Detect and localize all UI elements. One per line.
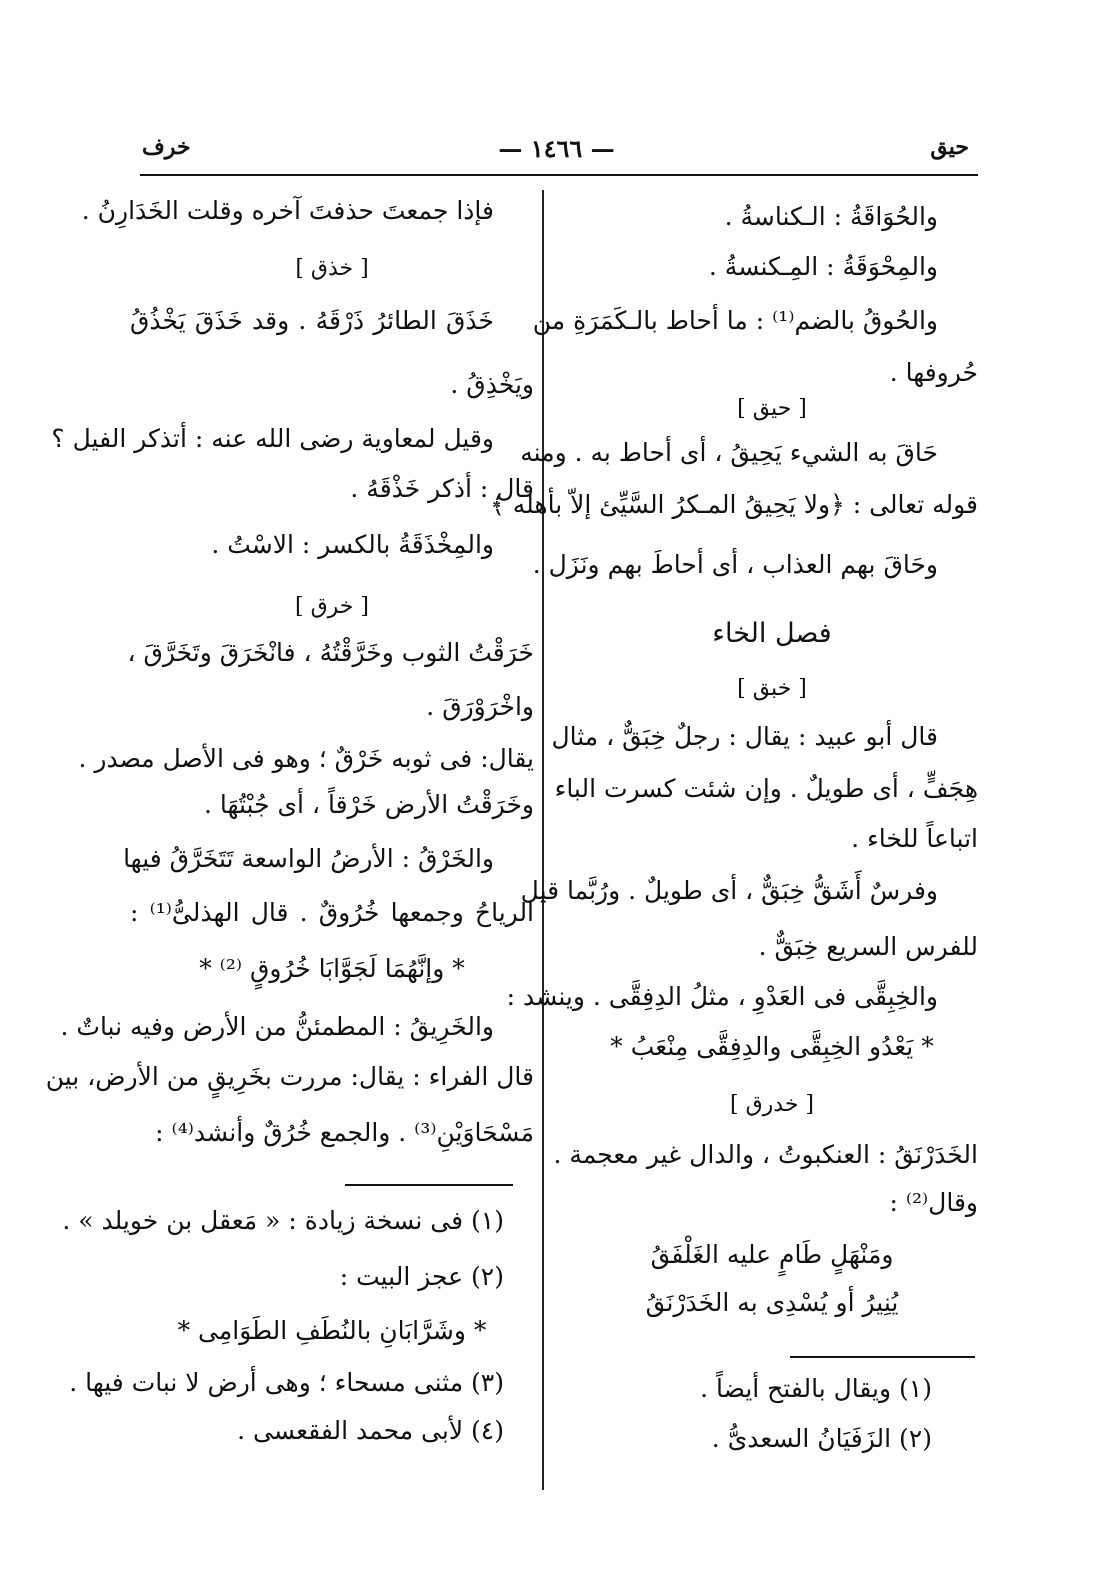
text-line: وحَاقَ بهم العذاب ، أى أحاطَ بهم ونَزَل . <box>532 550 938 579</box>
text-line: خَرَقْتُ الثوب وخَرَّقْتُهُ ، فانْخَرَقَ وتَخَرَّقَ ، <box>127 638 534 667</box>
footnote-rule <box>790 1356 975 1358</box>
header-rule <box>140 174 978 176</box>
text-line: خَذَقَ الطائرُ ذَرْقَهُ . وقد خَذَقَ يَخْذُقُ <box>130 306 494 335</box>
text-line: قوله تعالى : ﴿ولا يَحِيقُ المـكرُ السَّيِّئ إلاّ بأهله ﴾ <box>490 490 978 519</box>
footnote: (٢) عجز البيت : <box>339 1262 504 1291</box>
text-line: وقال⁽²⁾ : <box>889 1188 978 1217</box>
text-line: واخْرَوْرَقَ . <box>426 692 534 721</box>
verse-line: ومَنْهَلٍ طَامٍ عليه الغَلْفَقُ <box>650 1240 894 1269</box>
text-line: قال الفراء : يقال: مررت بخَرِيقٍ من الأرض، بين <box>45 1062 534 1091</box>
text-line: حُروفها . <box>889 358 978 387</box>
text-line: الخَدَرْنَقُ : العنكبوتُ ، والدال غير معجمة . <box>553 1140 978 1169</box>
text-line: والحُوَاقَةُ : الـكناسةُ . <box>724 202 938 231</box>
verse-line: * يَعْدُو الخِبِقَّى والدِفِقَّى مِنْعَبُ * <box>610 1032 934 1061</box>
text-line: والمِخْذَقَةُ بالكسر : الاسْتُ . <box>211 530 494 559</box>
entry-heading: [ خرق ] <box>295 594 369 619</box>
verse-line: يُنِيرُ أو يُسْدِى به الخَدَرْنَقُ <box>645 1288 899 1317</box>
text-line: وقيل لمعاوية رضى الله عنه : أتذكر الفيل ؟ <box>51 424 494 453</box>
footnote: (١) فى نسخة زيادة : « مَعقل بن خويلد » . <box>62 1206 504 1235</box>
entry-heading: [ حيق ] <box>737 396 807 421</box>
text-line: والخِبِقَّى فى العَدْوِ ، مثلُ الدِفِقَّى . وينشد : <box>506 982 938 1011</box>
footnote-verse: * وشَرَّابَانِ بالنُطَفِ الطَوَامِى * <box>177 1316 487 1345</box>
footnote: (٢) الزَفَيَانُ السعدىُّ . <box>711 1424 932 1453</box>
text-line: والخَرِيقُ : المطمئنُّ من الأرض وفيه نباتٌ . <box>60 1012 494 1041</box>
text-line: وخَرَقْتُ الأرض خَرْقاً ، أى جُبْتُهَا . <box>203 790 534 819</box>
text-line: اتباعاً للخاء . <box>851 824 978 853</box>
footnote: (٣) مثنى مسحاء ؛ وهى أرض لا نبات فيها . <box>69 1368 504 1397</box>
page-number: — ١٤٦٦ — <box>498 134 615 163</box>
entry-heading: [ خدرق ] <box>730 1092 814 1117</box>
section-heading: فصل الخاء <box>712 618 832 649</box>
footnote: (١) ويقال بالفتح أيضاً . <box>700 1374 932 1403</box>
column-divider <box>542 190 544 1490</box>
text-line: قال : أذكر خَذْقَهُ . <box>350 474 534 503</box>
text-line: مَسْحَاوَيْنِ⁽³⁾ . والجمع خُرُقٌ وأنشد⁽⁴⁾ : <box>155 1118 534 1147</box>
text-line: ويَخْذِقُ . <box>450 370 534 399</box>
entry-heading: [ خبق ] <box>737 676 807 701</box>
text-line: قال أبو عبيد : يقال : رجلٌ خِبَقٌّ ، مثال <box>551 722 938 751</box>
text-line: والخَرْقُ : الأرضُ الواسعة تَتَخَرَّقُ فيها <box>123 844 494 873</box>
text-line: يقال: فى ثوبه خَرْقٌ ؛ وهو فى الأصل مصدر . <box>78 744 534 773</box>
text-line: فإذا جمعتَ حذفتَ آخره وقلت الخَدَارِنُ . <box>81 196 494 225</box>
header-right-word: حيق <box>930 134 969 160</box>
text-line: للفرس السريع خِبَقٌّ . <box>758 932 978 961</box>
text-line: والمِحْوَقَةُ : المِـكنسةُ . <box>708 252 938 281</box>
verse-line: * وإنَّهُمَا لَجَوَّابَا خُرُوقٍ ⁽²⁾ * <box>199 954 465 983</box>
text-line: الرياحُ وجمعها خُرُوقٌ . قال الهذلىُّ⁽¹⁾ : <box>130 898 535 927</box>
entry-heading: [ خذق ] <box>295 256 369 281</box>
footnote-rule <box>345 1184 513 1186</box>
text-line: وفرسٌ أَشَقُّ خِبَقٌّ ، أى طويلٌ . ورُبَّما قيل <box>520 876 938 905</box>
header-left-word: خرف <box>142 134 191 160</box>
text-line: هِجَفٍّ ، أى طويلٌ . وإن شئت كسرت الباء <box>554 774 978 803</box>
text-line: حَاقَ به الشيء يَحِيقُ ، أى أحاط به . ومنه <box>520 438 938 467</box>
text-line: والحُوقُ بالضم⁽¹⁾ : ما أحاط بالـكَمَرَةِ من <box>532 306 938 335</box>
footnote: (٤) لأبى محمد الفقعسى . <box>237 1416 504 1445</box>
